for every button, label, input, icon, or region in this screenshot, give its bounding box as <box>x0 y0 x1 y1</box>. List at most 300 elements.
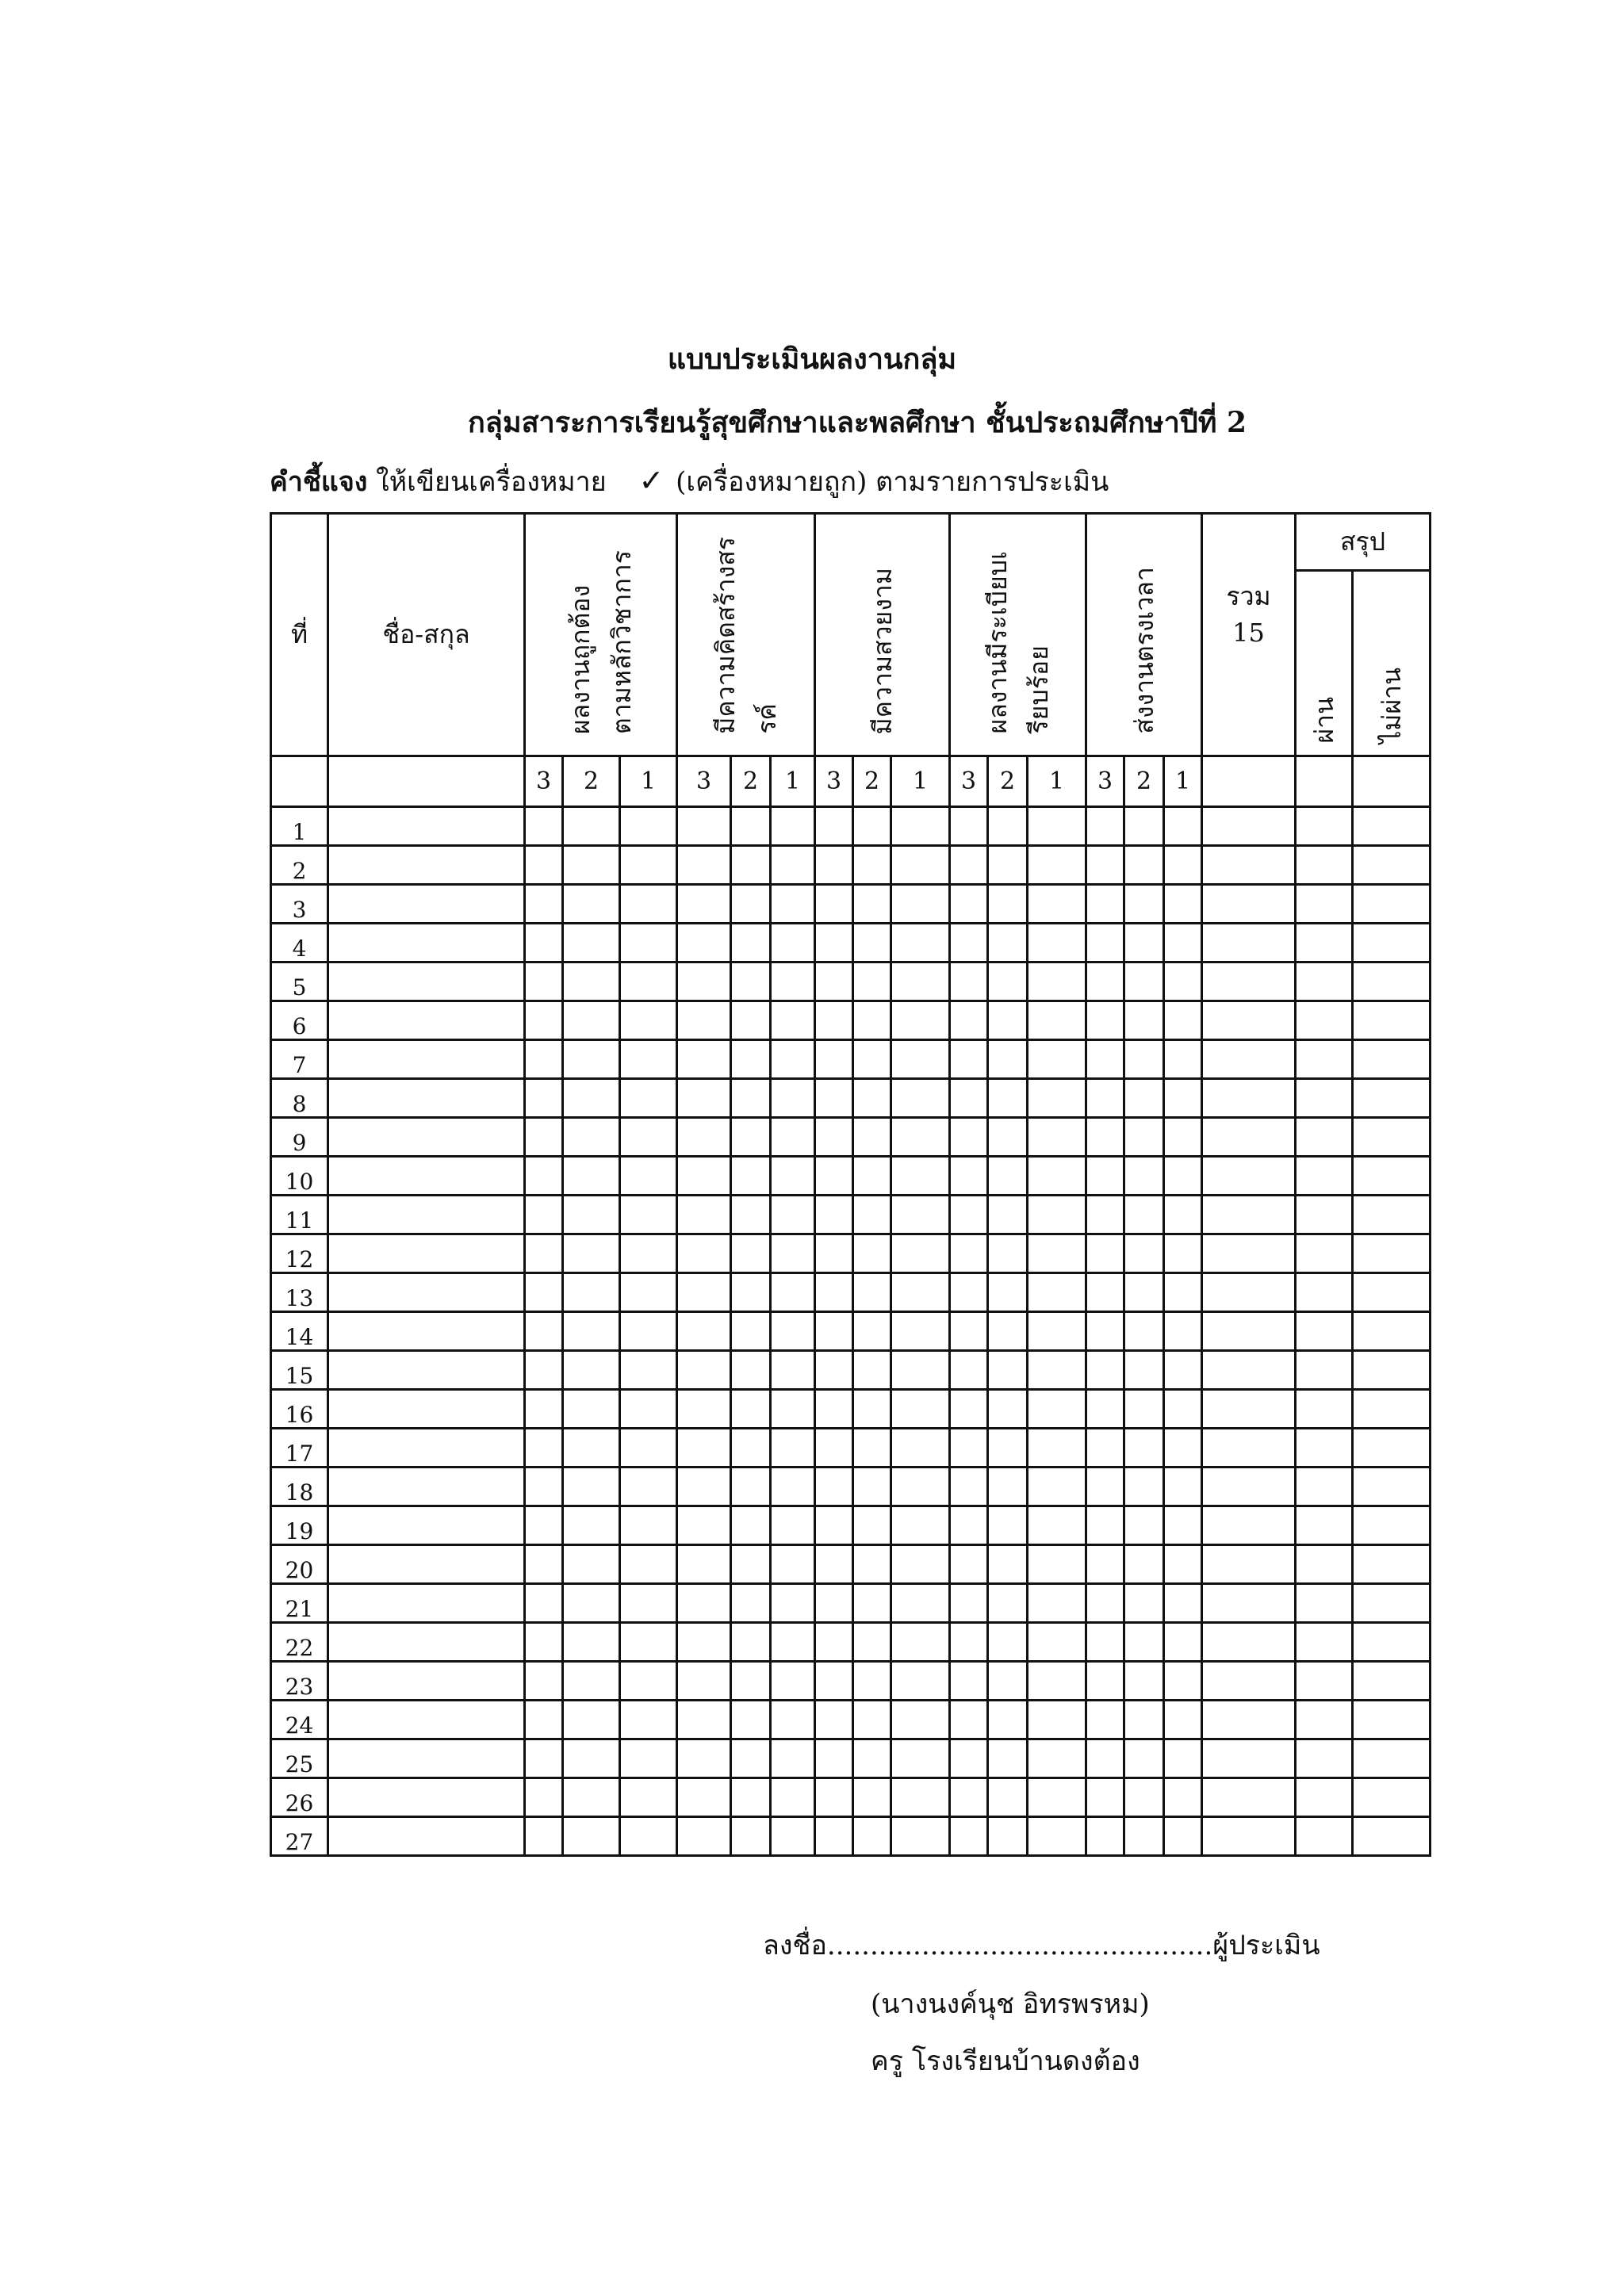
name-cell[interactable] <box>328 1778 525 1817</box>
pass-cell[interactable] <box>1296 1545 1353 1584</box>
score-cell[interactable] <box>563 1234 620 1273</box>
total-cell[interactable] <box>1202 1506 1296 1545</box>
score-cell[interactable] <box>988 1079 1028 1118</box>
score-cell[interactable] <box>815 1701 853 1739</box>
pass-cell[interactable] <box>1296 1196 1353 1234</box>
score-cell[interactable] <box>771 846 815 885</box>
name-cell[interactable] <box>328 1429 525 1468</box>
score-cell[interactable] <box>988 1584 1028 1623</box>
score-cell[interactable] <box>853 1468 891 1506</box>
score-cell[interactable] <box>731 1429 771 1468</box>
score-cell[interactable] <box>1164 1390 1202 1429</box>
fail-cell[interactable] <box>1353 1817 1431 1856</box>
fail-cell[interactable] <box>1353 1001 1431 1040</box>
score-cell[interactable] <box>1028 924 1086 962</box>
name-cell[interactable] <box>328 1196 525 1234</box>
fail-cell[interactable] <box>1353 1234 1431 1273</box>
name-cell[interactable] <box>328 1623 525 1662</box>
score-cell[interactable] <box>771 1312 815 1351</box>
score-cell[interactable] <box>1086 1390 1124 1429</box>
score-cell[interactable] <box>731 1701 771 1739</box>
score-cell[interactable] <box>1124 1040 1164 1079</box>
score-cell[interactable] <box>731 1662 771 1701</box>
score-cell[interactable] <box>1028 1701 1086 1739</box>
name-cell[interactable] <box>328 1312 525 1351</box>
score-cell[interactable] <box>1028 885 1086 924</box>
score-cell[interactable] <box>988 1817 1028 1856</box>
score-cell[interactable] <box>1028 1739 1086 1778</box>
score-cell[interactable] <box>620 1468 677 1506</box>
score-cell[interactable] <box>563 1662 620 1701</box>
score-cell[interactable] <box>563 1701 620 1739</box>
score-cell[interactable] <box>563 1196 620 1234</box>
score-cell[interactable] <box>620 1234 677 1273</box>
score-cell[interactable] <box>950 1662 988 1701</box>
score-cell[interactable] <box>950 1739 988 1778</box>
score-cell[interactable] <box>853 1429 891 1468</box>
score-cell[interactable] <box>1124 1001 1164 1040</box>
score-cell[interactable] <box>891 1351 950 1390</box>
score-cell[interactable] <box>677 1623 731 1662</box>
score-cell[interactable] <box>731 1351 771 1390</box>
score-cell[interactable] <box>1086 1817 1124 1856</box>
score-cell[interactable] <box>1028 1623 1086 1662</box>
score-cell[interactable] <box>620 1001 677 1040</box>
score-cell[interactable] <box>525 807 563 846</box>
score-cell[interactable] <box>1086 1118 1124 1157</box>
score-cell[interactable] <box>771 1662 815 1701</box>
score-cell[interactable] <box>815 885 853 924</box>
fail-cell[interactable] <box>1353 1040 1431 1079</box>
score-cell[interactable] <box>771 1040 815 1079</box>
total-cell[interactable] <box>1202 1739 1296 1778</box>
score-cell[interactable] <box>563 846 620 885</box>
name-cell[interactable] <box>328 1545 525 1584</box>
score-cell[interactable] <box>1124 924 1164 962</box>
score-cell[interactable] <box>1164 1623 1202 1662</box>
score-cell[interactable] <box>677 1079 731 1118</box>
score-cell[interactable] <box>853 1040 891 1079</box>
pass-cell[interactable] <box>1296 1079 1353 1118</box>
score-cell[interactable] <box>771 924 815 962</box>
score-cell[interactable] <box>620 1312 677 1351</box>
total-cell[interactable] <box>1202 1584 1296 1623</box>
score-cell[interactable] <box>853 1234 891 1273</box>
score-cell[interactable] <box>950 1701 988 1739</box>
score-cell[interactable] <box>853 1351 891 1390</box>
score-cell[interactable] <box>1028 1118 1086 1157</box>
score-cell[interactable] <box>988 1312 1028 1351</box>
score-cell[interactable] <box>1028 807 1086 846</box>
score-cell[interactable] <box>620 807 677 846</box>
score-cell[interactable] <box>563 807 620 846</box>
score-cell[interactable] <box>950 1584 988 1623</box>
score-cell[interactable] <box>1124 1584 1164 1623</box>
score-cell[interactable] <box>1028 1079 1086 1118</box>
score-cell[interactable] <box>853 846 891 885</box>
name-cell[interactable] <box>328 1390 525 1429</box>
score-cell[interactable] <box>620 1429 677 1468</box>
score-cell[interactable] <box>731 1739 771 1778</box>
score-cell[interactable] <box>731 962 771 1001</box>
score-cell[interactable] <box>891 1584 950 1623</box>
score-cell[interactable] <box>677 1157 731 1196</box>
fail-cell[interactable] <box>1353 1312 1431 1351</box>
score-cell[interactable] <box>525 1118 563 1157</box>
score-cell[interactable] <box>1028 1545 1086 1584</box>
score-cell[interactable] <box>1028 1817 1086 1856</box>
score-cell[interactable] <box>815 1079 853 1118</box>
fail-cell[interactable] <box>1353 1196 1431 1234</box>
score-cell[interactable] <box>891 1040 950 1079</box>
score-cell[interactable] <box>815 1739 853 1778</box>
score-cell[interactable] <box>1164 1468 1202 1506</box>
score-cell[interactable] <box>1086 1351 1124 1390</box>
score-cell[interactable] <box>731 1157 771 1196</box>
score-cell[interactable] <box>853 924 891 962</box>
score-cell[interactable] <box>1164 1118 1202 1157</box>
score-cell[interactable] <box>988 924 1028 962</box>
score-cell[interactable] <box>563 1468 620 1506</box>
score-cell[interactable] <box>988 885 1028 924</box>
score-cell[interactable] <box>1164 1545 1202 1584</box>
pass-cell[interactable] <box>1296 846 1353 885</box>
pass-cell[interactable] <box>1296 807 1353 846</box>
score-cell[interactable] <box>731 1234 771 1273</box>
score-cell[interactable] <box>891 1157 950 1196</box>
score-cell[interactable] <box>1124 846 1164 885</box>
score-cell[interactable] <box>771 1429 815 1468</box>
name-cell[interactable] <box>328 1739 525 1778</box>
score-cell[interactable] <box>988 1429 1028 1468</box>
name-cell[interactable] <box>328 1001 525 1040</box>
score-cell[interactable] <box>677 1584 731 1623</box>
score-cell[interactable] <box>1086 1662 1124 1701</box>
score-cell[interactable] <box>1028 1662 1086 1701</box>
score-cell[interactable] <box>563 1390 620 1429</box>
score-cell[interactable] <box>620 1196 677 1234</box>
score-cell[interactable] <box>891 1817 950 1856</box>
score-cell[interactable] <box>731 1817 771 1856</box>
score-cell[interactable] <box>677 1468 731 1506</box>
total-cell[interactable] <box>1202 1001 1296 1040</box>
score-cell[interactable] <box>815 1273 853 1312</box>
score-cell[interactable] <box>1086 846 1124 885</box>
score-cell[interactable] <box>771 1157 815 1196</box>
pass-cell[interactable] <box>1296 1623 1353 1662</box>
score-cell[interactable] <box>731 846 771 885</box>
score-cell[interactable] <box>563 1739 620 1778</box>
score-cell[interactable] <box>731 1079 771 1118</box>
score-cell[interactable] <box>620 846 677 885</box>
score-cell[interactable] <box>731 1118 771 1157</box>
score-cell[interactable] <box>1164 1584 1202 1623</box>
score-cell[interactable] <box>950 1312 988 1351</box>
score-cell[interactable] <box>1164 1312 1202 1351</box>
score-cell[interactable] <box>950 807 988 846</box>
score-cell[interactable] <box>1164 1429 1202 1468</box>
score-cell[interactable] <box>677 1701 731 1739</box>
score-cell[interactable] <box>1164 1079 1202 1118</box>
score-cell[interactable] <box>620 962 677 1001</box>
score-cell[interactable] <box>677 1662 731 1701</box>
score-cell[interactable] <box>988 1118 1028 1157</box>
score-cell[interactable] <box>853 1196 891 1234</box>
score-cell[interactable] <box>815 1390 853 1429</box>
score-cell[interactable] <box>731 1196 771 1234</box>
score-cell[interactable] <box>677 1234 731 1273</box>
score-cell[interactable] <box>891 1429 950 1468</box>
score-cell[interactable] <box>950 846 988 885</box>
score-cell[interactable] <box>1124 1701 1164 1739</box>
score-cell[interactable] <box>563 885 620 924</box>
score-cell[interactable] <box>771 962 815 1001</box>
name-cell[interactable] <box>328 807 525 846</box>
total-cell[interactable] <box>1202 846 1296 885</box>
score-cell[interactable] <box>1086 1468 1124 1506</box>
score-cell[interactable] <box>1164 1817 1202 1856</box>
score-cell[interactable] <box>1086 1739 1124 1778</box>
name-cell[interactable] <box>328 1506 525 1545</box>
score-cell[interactable] <box>1124 1545 1164 1584</box>
score-cell[interactable] <box>891 1545 950 1584</box>
score-cell[interactable] <box>950 1817 988 1856</box>
score-cell[interactable] <box>1028 1001 1086 1040</box>
pass-cell[interactable] <box>1296 1739 1353 1778</box>
score-cell[interactable] <box>1028 1584 1086 1623</box>
score-cell[interactable] <box>988 1234 1028 1273</box>
score-cell[interactable] <box>620 1273 677 1312</box>
name-cell[interactable] <box>328 1040 525 1079</box>
score-cell[interactable] <box>771 1817 815 1856</box>
score-cell[interactable] <box>1124 962 1164 1001</box>
score-cell[interactable] <box>988 1273 1028 1312</box>
score-cell[interactable] <box>677 1817 731 1856</box>
score-cell[interactable] <box>525 1157 563 1196</box>
score-cell[interactable] <box>1124 1312 1164 1351</box>
score-cell[interactable] <box>1164 1701 1202 1739</box>
score-cell[interactable] <box>771 1079 815 1118</box>
score-cell[interactable] <box>563 1040 620 1079</box>
score-cell[interactable] <box>1164 962 1202 1001</box>
name-cell[interactable] <box>328 1817 525 1856</box>
score-cell[interactable] <box>1124 1079 1164 1118</box>
score-cell[interactable] <box>1086 924 1124 962</box>
score-cell[interactable] <box>771 1623 815 1662</box>
score-cell[interactable] <box>525 1234 563 1273</box>
score-cell[interactable] <box>1086 1623 1124 1662</box>
score-cell[interactable] <box>1164 1778 1202 1817</box>
score-cell[interactable] <box>891 1778 950 1817</box>
score-cell[interactable] <box>771 1234 815 1273</box>
score-cell[interactable] <box>1124 1196 1164 1234</box>
score-cell[interactable] <box>731 1584 771 1623</box>
fail-cell[interactable] <box>1353 1157 1431 1196</box>
score-cell[interactable] <box>563 1506 620 1545</box>
name-cell[interactable] <box>328 1234 525 1273</box>
name-cell[interactable] <box>328 1118 525 1157</box>
score-cell[interactable] <box>950 1351 988 1390</box>
score-cell[interactable] <box>771 807 815 846</box>
pass-cell[interactable] <box>1296 1312 1353 1351</box>
pass-cell[interactable] <box>1296 1584 1353 1623</box>
score-cell[interactable] <box>853 1312 891 1351</box>
score-cell[interactable] <box>853 1817 891 1856</box>
pass-cell[interactable] <box>1296 1351 1353 1390</box>
fail-cell[interactable] <box>1353 924 1431 962</box>
score-cell[interactable] <box>815 807 853 846</box>
score-cell[interactable] <box>815 1040 853 1079</box>
score-cell[interactable] <box>620 1817 677 1856</box>
name-cell[interactable] <box>328 1701 525 1739</box>
total-cell[interactable] <box>1202 1157 1296 1196</box>
score-cell[interactable] <box>815 1429 853 1468</box>
score-cell[interactable] <box>815 1157 853 1196</box>
score-cell[interactable] <box>950 1506 988 1545</box>
score-cell[interactable] <box>731 924 771 962</box>
score-cell[interactable] <box>771 1118 815 1157</box>
score-cell[interactable] <box>677 1312 731 1351</box>
score-cell[interactable] <box>620 1545 677 1584</box>
score-cell[interactable] <box>1086 1079 1124 1118</box>
score-cell[interactable] <box>891 846 950 885</box>
score-cell[interactable] <box>891 1390 950 1429</box>
score-cell[interactable] <box>620 1739 677 1778</box>
fail-cell[interactable] <box>1353 807 1431 846</box>
score-cell[interactable] <box>950 962 988 1001</box>
score-cell[interactable] <box>988 1001 1028 1040</box>
score-cell[interactable] <box>815 1817 853 1856</box>
score-cell[interactable] <box>677 1118 731 1157</box>
score-cell[interactable] <box>853 885 891 924</box>
score-cell[interactable] <box>1164 1662 1202 1701</box>
score-cell[interactable] <box>731 1312 771 1351</box>
fail-cell[interactable] <box>1353 1545 1431 1584</box>
score-cell[interactable] <box>1164 1157 1202 1196</box>
total-cell[interactable] <box>1202 807 1296 846</box>
score-cell[interactable] <box>815 924 853 962</box>
score-cell[interactable] <box>1028 1390 1086 1429</box>
name-cell[interactable] <box>328 1351 525 1390</box>
score-cell[interactable] <box>771 1001 815 1040</box>
score-cell[interactable] <box>1124 1623 1164 1662</box>
score-cell[interactable] <box>731 1545 771 1584</box>
score-cell[interactable] <box>525 1506 563 1545</box>
total-cell[interactable] <box>1202 1429 1296 1468</box>
pass-cell[interactable] <box>1296 885 1353 924</box>
score-cell[interactable] <box>525 885 563 924</box>
score-cell[interactable] <box>1124 1273 1164 1312</box>
score-cell[interactable] <box>563 1351 620 1390</box>
pass-cell[interactable] <box>1296 924 1353 962</box>
score-cell[interactable] <box>620 1662 677 1701</box>
score-cell[interactable] <box>950 1778 988 1817</box>
fail-cell[interactable] <box>1353 1079 1431 1118</box>
fail-cell[interactable] <box>1353 1739 1431 1778</box>
score-cell[interactable] <box>731 1273 771 1312</box>
name-cell[interactable] <box>328 962 525 1001</box>
score-cell[interactable] <box>525 1584 563 1623</box>
score-cell[interactable] <box>620 1701 677 1739</box>
score-cell[interactable] <box>950 1545 988 1584</box>
score-cell[interactable] <box>1086 1001 1124 1040</box>
total-cell[interactable] <box>1202 1701 1296 1739</box>
score-cell[interactable] <box>563 1079 620 1118</box>
score-cell[interactable] <box>1124 1778 1164 1817</box>
total-cell[interactable] <box>1202 1623 1296 1662</box>
score-cell[interactable] <box>1124 1390 1164 1429</box>
score-cell[interactable] <box>525 1429 563 1468</box>
score-cell[interactable] <box>815 1545 853 1584</box>
score-cell[interactable] <box>1124 1817 1164 1856</box>
score-cell[interactable] <box>1124 885 1164 924</box>
score-cell[interactable] <box>1164 885 1202 924</box>
score-cell[interactable] <box>1028 1234 1086 1273</box>
score-cell[interactable] <box>731 1778 771 1817</box>
score-cell[interactable] <box>950 1468 988 1506</box>
score-cell[interactable] <box>1164 1506 1202 1545</box>
score-cell[interactable] <box>988 1040 1028 1079</box>
fail-cell[interactable] <box>1353 1701 1431 1739</box>
pass-cell[interactable] <box>1296 962 1353 1001</box>
score-cell[interactable] <box>853 1662 891 1701</box>
score-cell[interactable] <box>891 1739 950 1778</box>
score-cell[interactable] <box>1028 1312 1086 1351</box>
score-cell[interactable] <box>563 1312 620 1351</box>
pass-cell[interactable] <box>1296 1506 1353 1545</box>
fail-cell[interactable] <box>1353 1506 1431 1545</box>
score-cell[interactable] <box>950 1079 988 1118</box>
score-cell[interactable] <box>525 846 563 885</box>
score-cell[interactable] <box>988 1157 1028 1196</box>
score-cell[interactable] <box>1164 1234 1202 1273</box>
score-cell[interactable] <box>853 962 891 1001</box>
score-cell[interactable] <box>1124 1662 1164 1701</box>
pass-cell[interactable] <box>1296 1429 1353 1468</box>
score-cell[interactable] <box>525 962 563 1001</box>
score-cell[interactable] <box>853 1001 891 1040</box>
score-cell[interactable] <box>563 1273 620 1312</box>
total-cell[interactable] <box>1202 1778 1296 1817</box>
total-cell[interactable] <box>1202 1273 1296 1312</box>
score-cell[interactable] <box>620 1157 677 1196</box>
name-cell[interactable] <box>328 1662 525 1701</box>
score-cell[interactable] <box>677 1196 731 1234</box>
score-cell[interactable] <box>771 1468 815 1506</box>
score-cell[interactable] <box>1164 1273 1202 1312</box>
fail-cell[interactable] <box>1353 1429 1431 1468</box>
score-cell[interactable] <box>1164 846 1202 885</box>
score-cell[interactable] <box>988 1545 1028 1584</box>
score-cell[interactable] <box>988 1351 1028 1390</box>
total-cell[interactable] <box>1202 1312 1296 1351</box>
score-cell[interactable] <box>771 1390 815 1429</box>
score-cell[interactable] <box>815 1351 853 1390</box>
score-cell[interactable] <box>815 1778 853 1817</box>
score-cell[interactable] <box>677 924 731 962</box>
score-cell[interactable] <box>1028 1040 1086 1079</box>
score-cell[interactable] <box>815 1001 853 1040</box>
total-cell[interactable] <box>1202 962 1296 1001</box>
score-cell[interactable] <box>950 1157 988 1196</box>
score-cell[interactable] <box>525 1351 563 1390</box>
score-cell[interactable] <box>771 1196 815 1234</box>
score-cell[interactable] <box>1124 1739 1164 1778</box>
name-cell[interactable] <box>328 1468 525 1506</box>
score-cell[interactable] <box>988 1506 1028 1545</box>
score-cell[interactable] <box>771 1584 815 1623</box>
score-cell[interactable] <box>950 1390 988 1429</box>
